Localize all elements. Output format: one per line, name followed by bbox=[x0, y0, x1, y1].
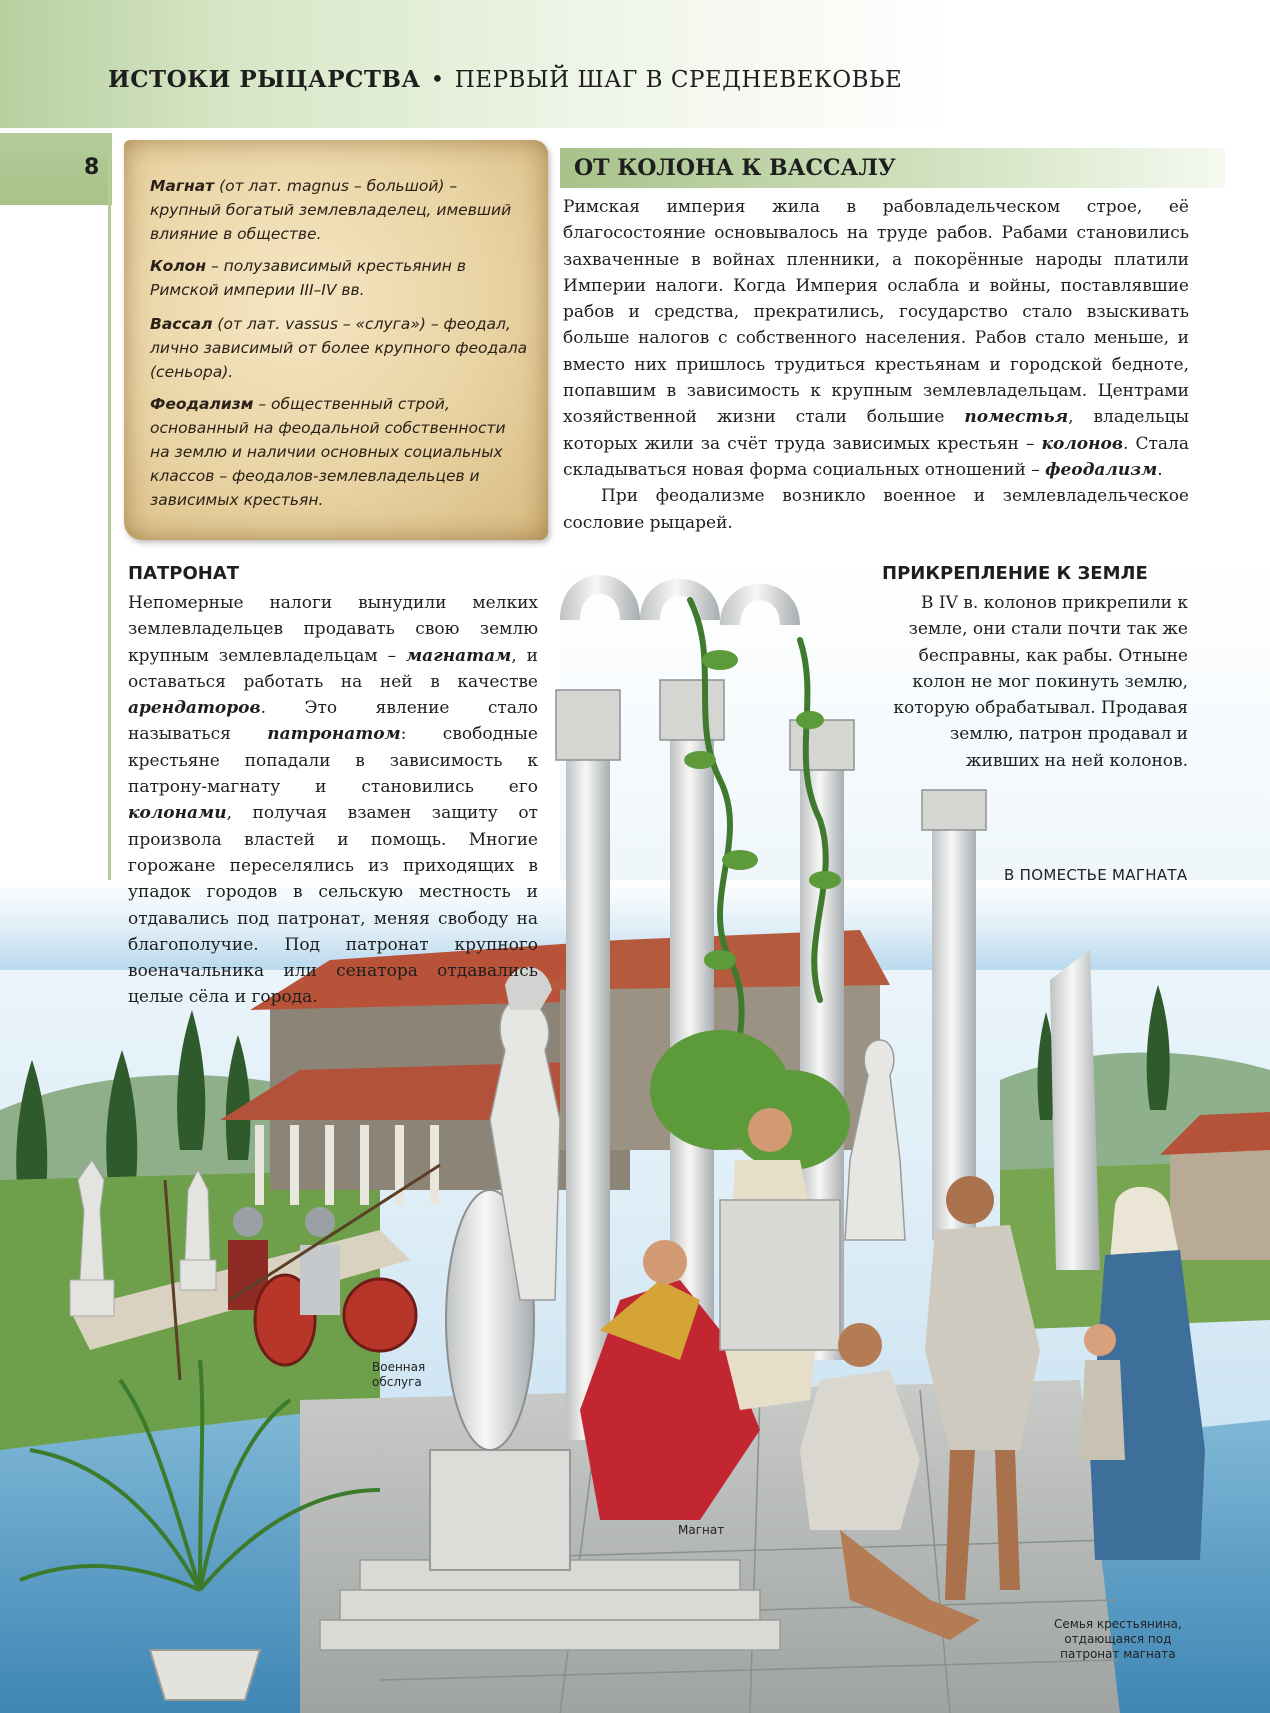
patronat-paragraph bbox=[128, 590, 538, 1011]
emphasis-term: патронатом bbox=[267, 724, 401, 745]
text-run: . bbox=[1157, 459, 1163, 480]
glossary-entry-vassal bbox=[150, 312, 530, 384]
military-caption-line-2: обслуга bbox=[372, 1375, 422, 1389]
emphasis-term: феодализм bbox=[1045, 459, 1158, 480]
glossary-definition: – общественный строй, основанный на феодальной собственности на землю и наличии основных социальных классов – феодалов-землевладельцев и зависимых крестьян. bbox=[150, 395, 506, 509]
header-separator: • bbox=[430, 67, 445, 93]
emphasis-term: колонов bbox=[1041, 433, 1124, 454]
magnate-caption: Магнат bbox=[678, 1523, 725, 1537]
page-number: 8 bbox=[84, 155, 100, 180]
text-run: . Это явление стало называться bbox=[128, 698, 538, 745]
emphasis-term: поместья bbox=[964, 407, 1069, 428]
glossary-term: Магнат bbox=[150, 177, 215, 195]
glossary-definition: (от лат. vassus – «слуга») – феодал, лично зависимый от более крупного феодала (сеньора). bbox=[150, 315, 528, 381]
attachment-paragraph: В IV в. колонов прикрепили к земле, они стали почти так же бесправны, как рабы. Отныне колон не мог покинуть землю, которую обрабатывал. Продавая землю, патрон продавал и живших на ней колонов. bbox=[893, 593, 1188, 771]
glossary-definition: – полузависимый крестьянин в Римской империи III–IV вв. bbox=[150, 257, 466, 299]
military-caption-line-1: Военная bbox=[372, 1360, 426, 1374]
glossary-entry-magnate bbox=[150, 174, 530, 246]
article-paragraph-1 bbox=[563, 194, 1189, 483]
emphasis-term: колонами bbox=[128, 803, 227, 824]
glossary-term: Вассал bbox=[150, 315, 213, 333]
family-caption-line-3: патронат магната bbox=[1060, 1647, 1176, 1661]
family-caption-line-2: отдающаяся под bbox=[1064, 1632, 1172, 1646]
header-title-bold: ИСТОКИ РЫЦАРСТВА bbox=[108, 66, 421, 93]
text-run: Непомерные налоги вынудили мелких землевладельцев продавать свою землю крупным землевладельцам – bbox=[128, 593, 538, 666]
text-run: Римская империя жила в рабовладельческом строе, её благосостояние основывалось на труде рабов. Рабами становились захваченные в войнах пленники, а покорённые народы платили Империи налоги. Когда Империя ослабла и войны, поставлявшие рабов и средства, прекратились, государство стало взыскивать больше налогов с собственного населения. Рабов стало меньше, и вместо них пришлось трудиться крестьянам и городской бедноте, попавшим в зависимость к крупным землевладельцам. Центрами хозяйственной жизни стали большие bbox=[563, 197, 1189, 428]
section-title: ОТ КОЛОНА К ВАССАЛУ bbox=[574, 155, 896, 181]
text-run: , получая взамен защиту от произвола властей и помощь. Многие горожане переселялись из приходящих в упадок городов в сельскую местность и отдавались под патронат, меняя свободу на благополучие. Под патронат крупного военачальника или сенатора отдавались целые сёла и города. bbox=[128, 803, 538, 1008]
family-caption-line-1: Семья крестьянина, bbox=[1054, 1617, 1182, 1631]
glossary-entry-colon bbox=[150, 254, 530, 302]
text-run: : свободные крестьяне попадали в зависимость к патрону-магнату и становились его bbox=[128, 724, 538, 798]
header-title-rest: ПЕРВЫЙ ШАГ В СРЕДНЕВЕКОВЬЕ bbox=[454, 67, 903, 93]
glossary-term: Колон bbox=[150, 257, 207, 275]
family-caption bbox=[1054, 1617, 1182, 1662]
patronat-heading: ПАТРОНАТ bbox=[128, 563, 240, 584]
text-run: , владельцы которых жили за счёт труда зависимых крестьян – bbox=[563, 407, 1189, 454]
glossary-term: Феодализм bbox=[150, 395, 254, 413]
emphasis-term: арендаторов bbox=[128, 698, 261, 719]
military-caption bbox=[372, 1360, 425, 1390]
attachment-heading: ПРИКРЕПЛЕНИЕ К ЗЕМЛЕ bbox=[882, 563, 1148, 584]
glossary-definition: (от лат. magnus – большой) – крупный богатый землевладелец, имевший влияние в обществе. bbox=[150, 177, 512, 243]
article-paragraph-2: При феодализме возникло военное и землевладельческое сословие рыцарей. bbox=[563, 486, 1189, 533]
scene-caption: В ПОМЕСТЬЕ МАГНАТА bbox=[1004, 866, 1188, 884]
emphasis-term: магнатам bbox=[406, 645, 512, 666]
article-body bbox=[563, 194, 1189, 536]
glossary-entry-feudalism bbox=[150, 392, 530, 512]
text-run: . Стала складываться новая форма социальных отношений – bbox=[563, 433, 1189, 480]
text-run: , и оставаться работать на ней в качестве bbox=[128, 645, 538, 692]
